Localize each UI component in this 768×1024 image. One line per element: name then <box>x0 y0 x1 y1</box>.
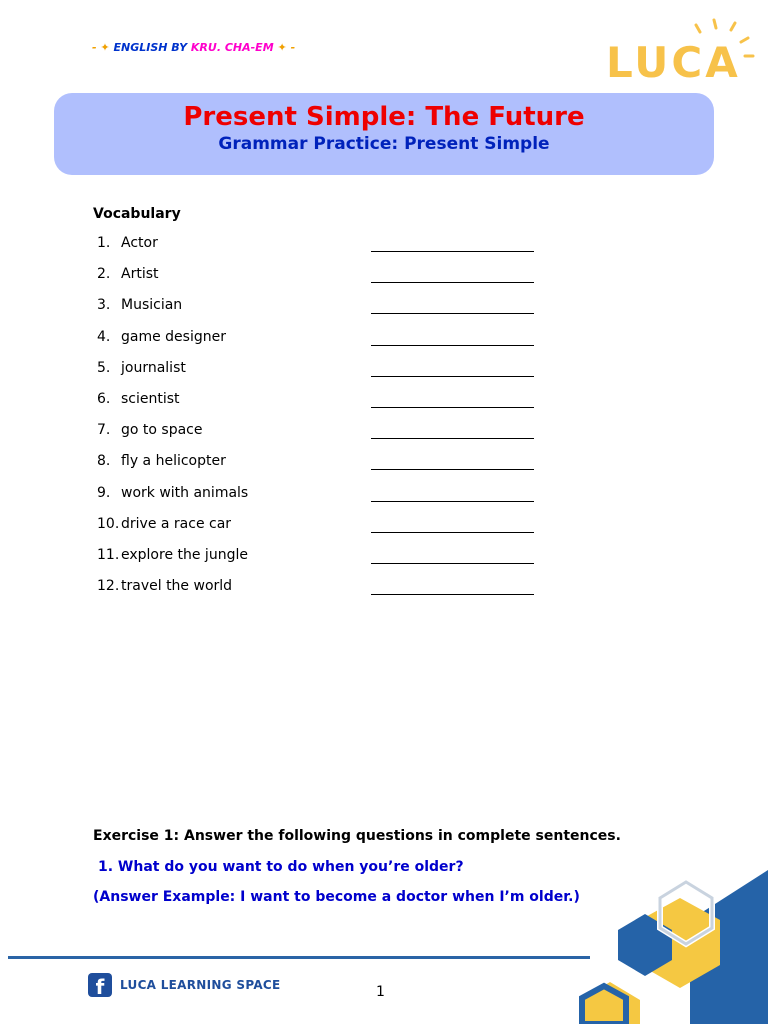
vocab-word: Actor <box>121 235 158 251</box>
vocab-number: 5. <box>97 359 111 376</box>
vocab-number: 6. <box>97 390 111 407</box>
header-dash-right: - <box>290 41 296 54</box>
vocab-word: go to space <box>121 422 203 439</box>
page-title: Present Simple: The Future <box>183 102 585 132</box>
answer-blank-line[interactable] <box>371 282 534 283</box>
page-number: 1 <box>376 984 385 1000</box>
answer-blank-line[interactable] <box>371 407 534 408</box>
header-teacher-name: KRU. CHA-EM <box>190 41 274 54</box>
vocab-number: 3. <box>97 297 111 314</box>
hexagon-decoration <box>570 860 768 1024</box>
page-subtitle: Grammar Practice: Present Simple <box>218 134 550 154</box>
vocab-item <box>97 578 557 609</box>
header-dash-left: - <box>92 41 97 54</box>
vocab-word: work with animals <box>121 484 249 501</box>
vocab-item <box>97 485 557 516</box>
answer-blank-line[interactable] <box>371 532 534 533</box>
answer-blank-line[interactable] <box>371 563 534 564</box>
answer-blank-line[interactable] <box>371 469 534 470</box>
vocab-word: scientist <box>121 390 180 407</box>
exercise-question: 1. What do you want to do when you’re older? <box>98 859 464 875</box>
answer-blank-line[interactable] <box>371 376 534 377</box>
header-english-by: ENGLISH BY <box>113 41 188 54</box>
vocab-word: travel the world <box>121 578 233 595</box>
answer-blank-line[interactable] <box>371 345 534 346</box>
vocab-word: Musician <box>121 297 183 314</box>
vocab-number: 7. <box>97 422 111 439</box>
vocab-number: 9. <box>97 484 111 501</box>
vocab-item <box>97 453 557 484</box>
vocab-word: drive a race car <box>121 515 232 532</box>
vocab-item <box>97 422 557 453</box>
vocab-number: 4. <box>97 328 111 345</box>
vocab-item <box>97 329 557 360</box>
vocab-word: Artist <box>121 266 159 283</box>
vocab-item <box>97 235 557 266</box>
header-star-right-icon: ✦ <box>277 41 287 54</box>
vocab-item <box>97 391 557 422</box>
vocabulary-list <box>97 235 557 609</box>
exercise-answer-example: (Answer Example: I want to become a doctor when I’m older.) <box>93 889 580 905</box>
logo-text: LUCA <box>606 38 741 87</box>
answer-blank-line[interactable] <box>371 594 534 595</box>
title-banner <box>54 93 714 175</box>
header-author-tag <box>92 41 295 54</box>
vocab-word: journalist <box>121 359 186 376</box>
answer-blank-line[interactable] <box>371 438 534 439</box>
vocab-word: explore the jungle <box>121 546 248 563</box>
vocab-item <box>97 547 557 578</box>
answer-blank-line[interactable] <box>371 313 534 314</box>
vocab-number: 10. <box>97 515 120 532</box>
vocab-number: 12. <box>97 578 120 595</box>
footer-brand: LUCA LEARNING SPACE <box>120 978 281 992</box>
footer-divider <box>8 956 590 959</box>
vocab-word: fly a helicopter <box>121 453 226 470</box>
vocab-item <box>97 266 557 297</box>
vocab-number: 8. <box>97 453 111 470</box>
exercise-heading: Exercise 1: Answer the following questions in complete sentences. <box>93 828 621 844</box>
answer-blank-line[interactable] <box>371 251 534 252</box>
vocab-item <box>97 297 557 328</box>
header-star-left-icon: ✦ <box>100 41 110 54</box>
luca-logo <box>600 18 760 88</box>
vocab-number: 2. <box>97 266 111 283</box>
facebook-icon[interactable]: f <box>88 973 112 997</box>
vocab-item <box>97 360 557 391</box>
vocab-number: 1. <box>97 235 111 251</box>
vocab-word: game designer <box>121 328 226 345</box>
answer-blank-line[interactable] <box>371 501 534 502</box>
vocabulary-heading: Vocabulary <box>93 206 181 222</box>
vocab-number: 11. <box>97 546 120 563</box>
vocab-item <box>97 516 557 547</box>
